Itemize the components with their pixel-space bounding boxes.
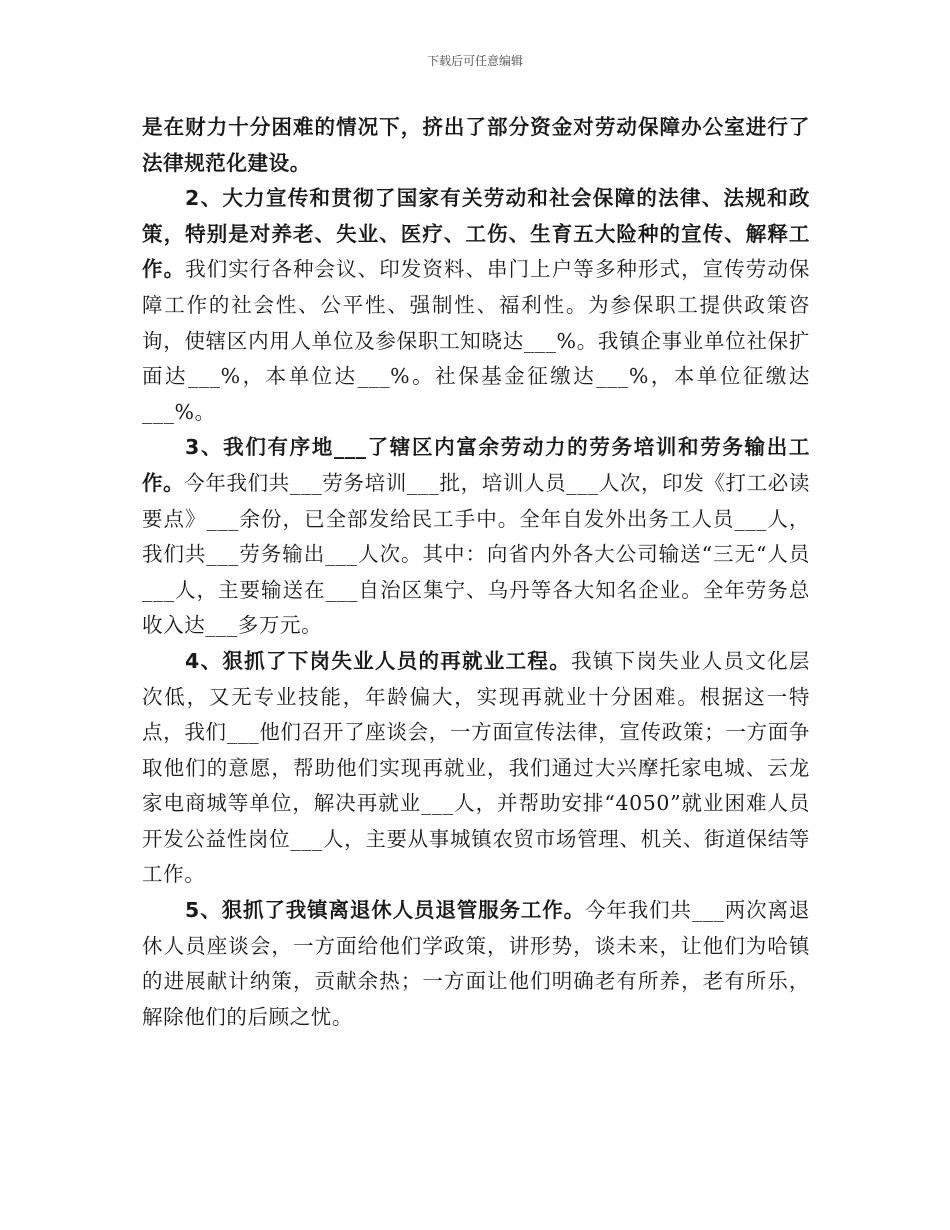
paragraph-item-4 [142,644,810,893]
paragraph-continuation [142,110,810,181]
paragraph-lead: 5、狠抓了我镇离退休人员退管服务工作。 [185,898,586,923]
paragraph-item-5 [142,893,810,1035]
paragraph-item-2 [142,181,810,430]
paragraph-item-3 [142,430,810,644]
document-body [142,110,810,1035]
page-header: 下载后可任意编辑 [426,54,523,68]
paragraph-lead: 4、狠抓了下岗失业人员的再就业工程。 [185,648,571,673]
paragraph-lead: 3、我们有序地___了辖区内富余劳动力的劳务培训和劳务输出工作。 [142,435,810,495]
paragraph-lead: 2、大力宣传和贯彻了国家有关劳动和社会保障的法律、法规和政策，特别是对养老、失业、医疗、工伤、生育五大险种的宣传、解释工作。 [142,186,810,282]
paragraph-body: 今年我们共___劳务培训___批，培训人员___人次，印发《打工必读要点》___余份，已全部发给民工手中。全年自发外出务工人员___人，我们共___劳务输出___人次。其中：向省内外各大公司输送“三无“人员___人，主要输送在___自治区集宁、乌丹等各大知名企业。全年劳务总收入达___多万元。 [142,470,810,638]
paragraph-lead: 是在财力十分困难的情况下，挤出了部分资金对劳动保障办公室进行了法律规范化建设。 [142,115,810,175]
paragraph-body: 今年我们共___两次离退休人员座谈会，一方面给他们学政策，讲形势，谈未来，让他们为哈镇的进展献计纳策，贡献余热；一方面让他们明确老有所养，老有所乐，解除他们的后顾之忧。 [142,898,810,1029]
paragraph-body: 我们实行各种会议、印发资料、串门上户等多种形式，宣传劳动保障工作的社会性、公平性、强制性、福利性。为参保职工提供政策咨询，使辖区内用人单位及参保职工知晓达___%。我镇企事业单位社保扩面达___%，本单位达___%。社保基金征缴达___%，本单位征缴达___%。 [142,257,811,424]
paragraph-body: 我镇下岗失业人员文化层次低，又无专业技能，年龄偏大，实现再就业十分困难。根据这一特点，我们___他们召开了座谈会，一方面宣传法律，宣传政策；一方面争取他们的意愿，帮助他们实现再就业，我们通过大兴摩托家电城、云龙家电商城等单位，解决再就业___人，并帮助安排“4050”就业困难人员开发公益性岗位___人，主要从事城镇农贸市场管理、机关、街道保结等工作。 [142,648,810,887]
